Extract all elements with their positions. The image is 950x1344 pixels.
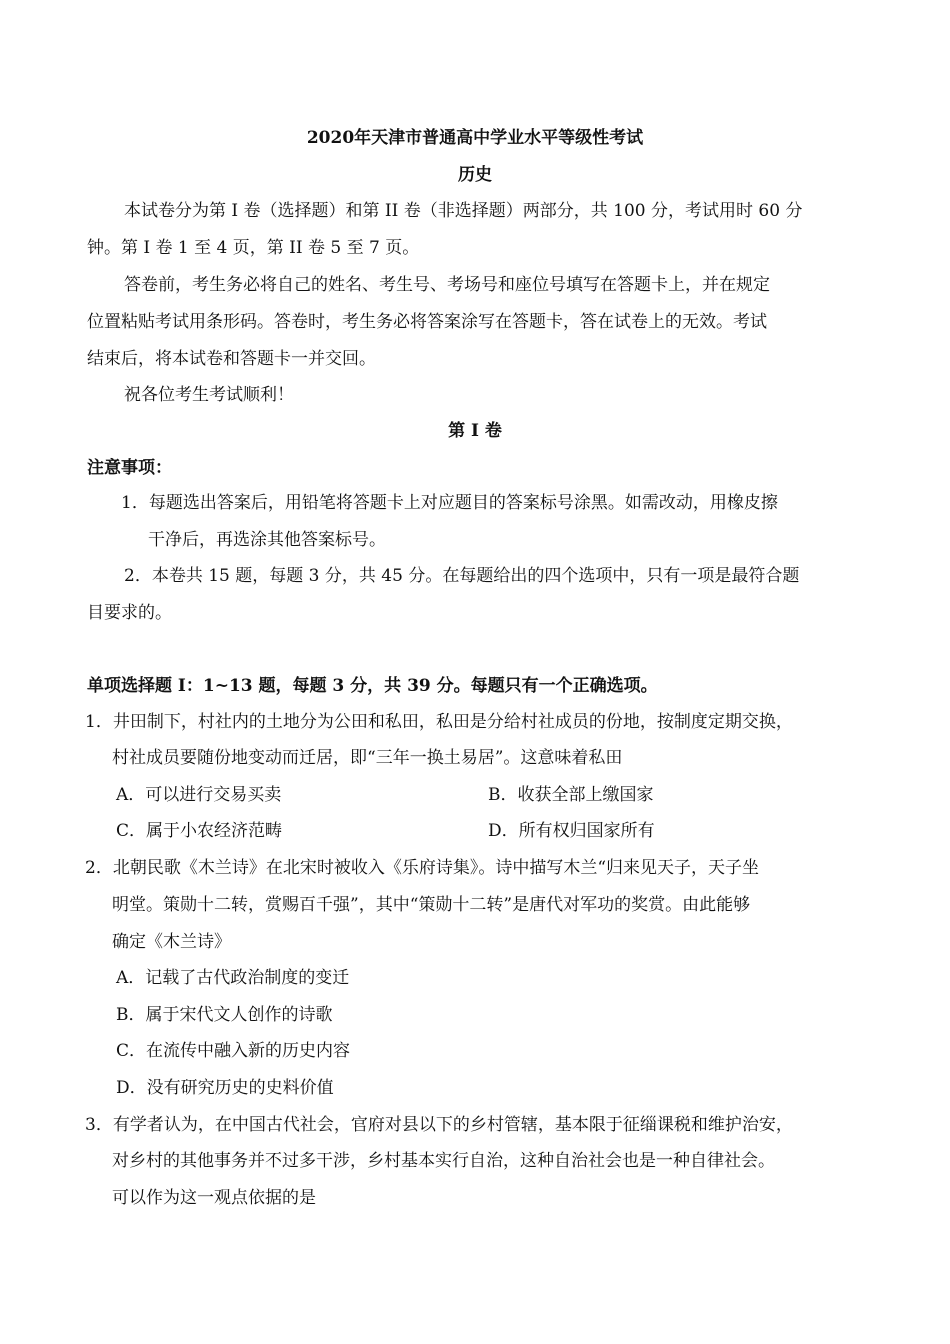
question-1-option-c: C．属于小农经济范畴 (116, 821, 283, 841)
note-1-line-2: 干净后，再选涂其他答案标号。 (148, 530, 386, 550)
question-1-stem-line-1: 1．井田制下，村社内的土地分为公田和私田，私田是分给村社成员的份地，按制度定期交换， (85, 712, 793, 732)
question-2-stem-line-2: 明堂。策勋十二转，赏赐百千强”，其中“策勋十二转”是唐代对军功的奖赏。由此能够 (112, 895, 751, 915)
intro-paragraph-1-line-1: 本试卷分为第 I 卷（选择题）和第 II 卷（非选择题）两部分，共 100 分，考试用时 60 分 (124, 201, 803, 221)
subject-title: 历史 (458, 165, 492, 185)
intro-paragraph-2-line-1: 答卷前，考生务必将自己的姓名、考生号、考场号和座位号填写在答题卡上，并在规定 (124, 275, 770, 295)
question-1-option-d: D．所有权归国家所有 (488, 821, 655, 841)
intro-paragraph-1-line-2: 钟。第 I 卷 1 至 4 页，第 II 卷 5 至 7 页。 (87, 238, 420, 258)
intro-paragraph-2-line-2: 位置粘贴考试用条形码。答卷时，考生务必将答案涂写在答题卡，答在试卷上的无效。考试 (87, 312, 767, 332)
question-1-stem-line-2: 村社成员要随份地变动而迁居，即“三年一换土易居”。这意味着私田 (112, 748, 623, 768)
exam-title: 2020年天津市普通高中学业水平等级性考试 (306, 128, 644, 148)
question-2-option-c: C．在流传中融入新的历史内容 (116, 1041, 351, 1061)
part-heading: 单项选择题 I：1~13 题，每题 3 分，共 39 分。每题只有一个正确选项。 (87, 676, 658, 696)
note-1-line-1: 1．每题选出答案后，用铅笔将答题卡上对应题目的答案标号涂黑。如需改动，用橡皮擦 (121, 493, 778, 513)
question-3-stem-line-2: 对乡村的其他事务并不过多干涉，乡村基本实行自治，这种自治社会也是一种自律社会。 (112, 1151, 775, 1171)
question-1-option-a: A．可以进行交易买卖 (116, 785, 282, 805)
question-3-stem-line-1: 3．有学者认为，在中国古代社会，官府对县以下的乡村管辖，基本限于征缁课税和维护治安， (85, 1115, 793, 1135)
notes-heading: 注意事项： (87, 458, 172, 478)
question-2-option-d: D．没有研究历史的史料价值 (116, 1078, 334, 1098)
note-2-line-1: 2．本卷共 15 题，每题 3 分，共 45 分。在每题给出的四个选项中，只有一项是最符合题 (124, 566, 800, 586)
intro-paragraph-2-line-3: 结束后，将本试卷和答题卡一并交回。 (87, 349, 376, 369)
question-1-option-b: B．收获全部上缴国家 (488, 785, 654, 805)
section-1-title: 第 I 卷 (448, 421, 502, 441)
note-2-line-2: 目要求的。 (87, 603, 172, 623)
question-2-stem-line-1: 2．北朝民歌《木兰诗》在北宋时被收入《乐府诗集》。诗中描写木兰“归来见天子，天子坐 (85, 858, 760, 878)
question-2-stem-line-3: 确定《木兰诗》 (112, 932, 231, 952)
question-2-option-a: A．记载了古代政治制度的变迁 (116, 968, 350, 988)
question-2-option-b: B．属于宋代文人创作的诗歌 (116, 1005, 333, 1025)
intro-paragraph-3: 祝各位考生考试顺利！ (124, 385, 294, 405)
question-3-stem-line-3: 可以作为这一观点依据的是 (112, 1188, 316, 1208)
